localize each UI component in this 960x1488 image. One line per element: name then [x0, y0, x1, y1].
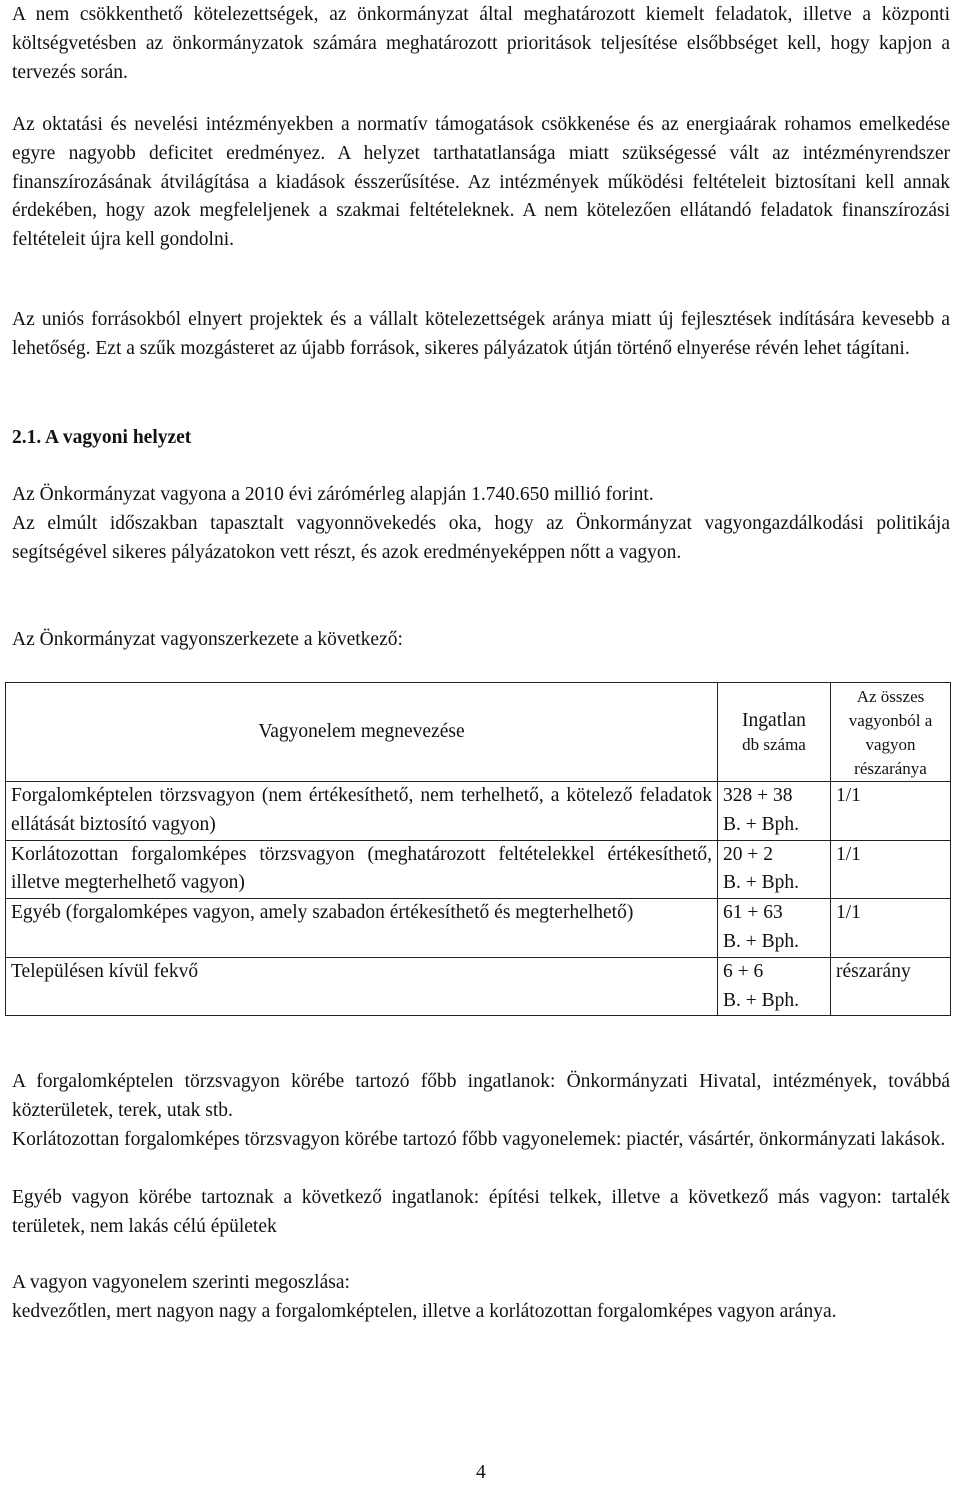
cell-share: 1/1	[831, 782, 951, 841]
header-property-count	[718, 683, 831, 782]
paragraph-limited-marketable: Korlátozottan forgalomképes törzsvagyon körébe tartozó főbb vagyonelemek: piactér, vásártér, önkormányzati lakások.	[12, 1129, 946, 1150]
header-count-main: Ingatlan	[742, 710, 806, 731]
cell-count	[718, 782, 831, 841]
header-share: Az összes vagyonból a vagyon részaránya	[831, 683, 951, 782]
paragraph-other-assets: Egyéb vagyon körébe tartoznak a következő ingatlanok: építési telkek, illetve a következő más vagyon: tartalék területek, nem lakás célú épületek	[12, 1187, 950, 1237]
count-value: 61 + 63	[723, 902, 783, 924]
paragraph-education-deficit: Az oktatási és nevelési intézményekben a normatív támogatások csökkenése és az energiaárak rohamos emelkedése egyre nagyobb deficitet eredményez. A helyzet tarthatatlansága miatt szükségessé vált az intézményrendszer finanszírozásának átvilágítása a kiadások ésszerűsítése. Az intézmények működési feltételeit biztosítani kell annak érdekében, hogy azok megfeleljenek a szakmai feltételeknek. A nem kötelezően ellátandó feladatok finanszírozási feltételeit újra kell gondolni.	[12, 114, 950, 251]
count-value: 328 + 38	[723, 785, 793, 806]
cell-share: 1/1	[831, 840, 951, 899]
cell-asset-name: Egyéb (forgalomképes vagyon, amely szabadon értékesíthető és megterhelhető)	[6, 899, 718, 958]
table-row	[6, 899, 951, 958]
cell-count	[718, 840, 831, 899]
cell-count	[718, 957, 831, 1016]
cell-share: 1/1	[831, 899, 951, 958]
table-row	[6, 957, 951, 1016]
cell-asset-name: Településen kívül fekvő	[6, 957, 718, 1016]
header-asset-name: Vagyonelem megnevezése	[6, 683, 718, 782]
count-unit: B. + Bph.	[723, 989, 800, 1011]
header-count-sub: db száma	[742, 735, 806, 754]
paragraph-asset-structure-intro: Az Önkormányzat vagyonszerkezete a következő:	[12, 629, 403, 650]
cell-count	[718, 899, 831, 958]
paragraph-nonmarketable: A forgalomképtelen törzsvagyon körébe tartozó főbb ingatlanok: Önkormányzati Hivatal, intézmények, továbbá közterületek, terek, utak stb.	[12, 1071, 950, 1121]
paragraph-asset-value: Az Önkormányzat vagyona a 2010 évi zárómérleg alapján 1.740.650 millió forint.	[12, 484, 654, 505]
section-heading: 2.1. A vagyoni helyzet	[12, 427, 192, 448]
paragraph-distribution-verdict: kedvezőtlen, mert nagyon nagy a forgalomképtelen, illetve a korlátozottan forgalomképes vagyon aránya.	[12, 1301, 837, 1322]
paragraph-obligations: A nem csökkenthető kötelezettségek, az önkormányzat által meghatározott kiemelt feladatok, illetve a központi költségvetésben az önkormányzatok számára meghatározott prioritások teljesítése elsőbbséget kell, hogy kapjon a tervezés során.	[12, 4, 950, 83]
count-value: 6 + 6	[723, 960, 764, 982]
table-row	[6, 840, 951, 899]
cell-asset-name: Forgalomképtelen törzsvagyon (nem értékesíthető, nem terhelhető, a kötelező feladatok ellátását biztosító vagyon)	[6, 782, 718, 841]
paragraph-eu-projects: Az uniós forrásokból elnyert projektek és a vállalt kötelezettségek aránya miatt új fejlesztések indítására kevesebb a lehetőség. Ezt a szűk mozgásteret az újabb források, sikeres pályázatok útján történő elnyerése révén lehet tágítani.	[12, 309, 950, 359]
paragraph-asset-growth: Az elmúlt időszakban tapasztalt vagyonnövekedés oka, hogy az Önkormányzat vagyongazdálkodási politikája segítségével sikeres pályázatokon vett részt, és azok eredményeképpen nőtt a vagyon.	[12, 513, 950, 563]
page-number: 4	[476, 1462, 486, 1483]
paragraph-distribution-label: A vagyon vagyonelem szerinti megoszlása:	[12, 1272, 350, 1293]
asset-structure-table	[5, 682, 951, 1016]
cell-share: részarány	[831, 957, 951, 1016]
count-unit: B. + Bph.	[723, 872, 800, 894]
cell-asset-name: Korlátozottan forgalomképes törzsvagyon (meghatározott feltételekkel értékesíthető, illetve megterhelhető vagyon)	[6, 840, 718, 899]
count-unit: B. + Bph.	[723, 813, 800, 835]
table-row	[6, 782, 951, 841]
count-value: 20 + 2	[723, 843, 773, 865]
count-unit: B. + Bph.	[723, 930, 800, 952]
table-header-row	[6, 683, 951, 782]
